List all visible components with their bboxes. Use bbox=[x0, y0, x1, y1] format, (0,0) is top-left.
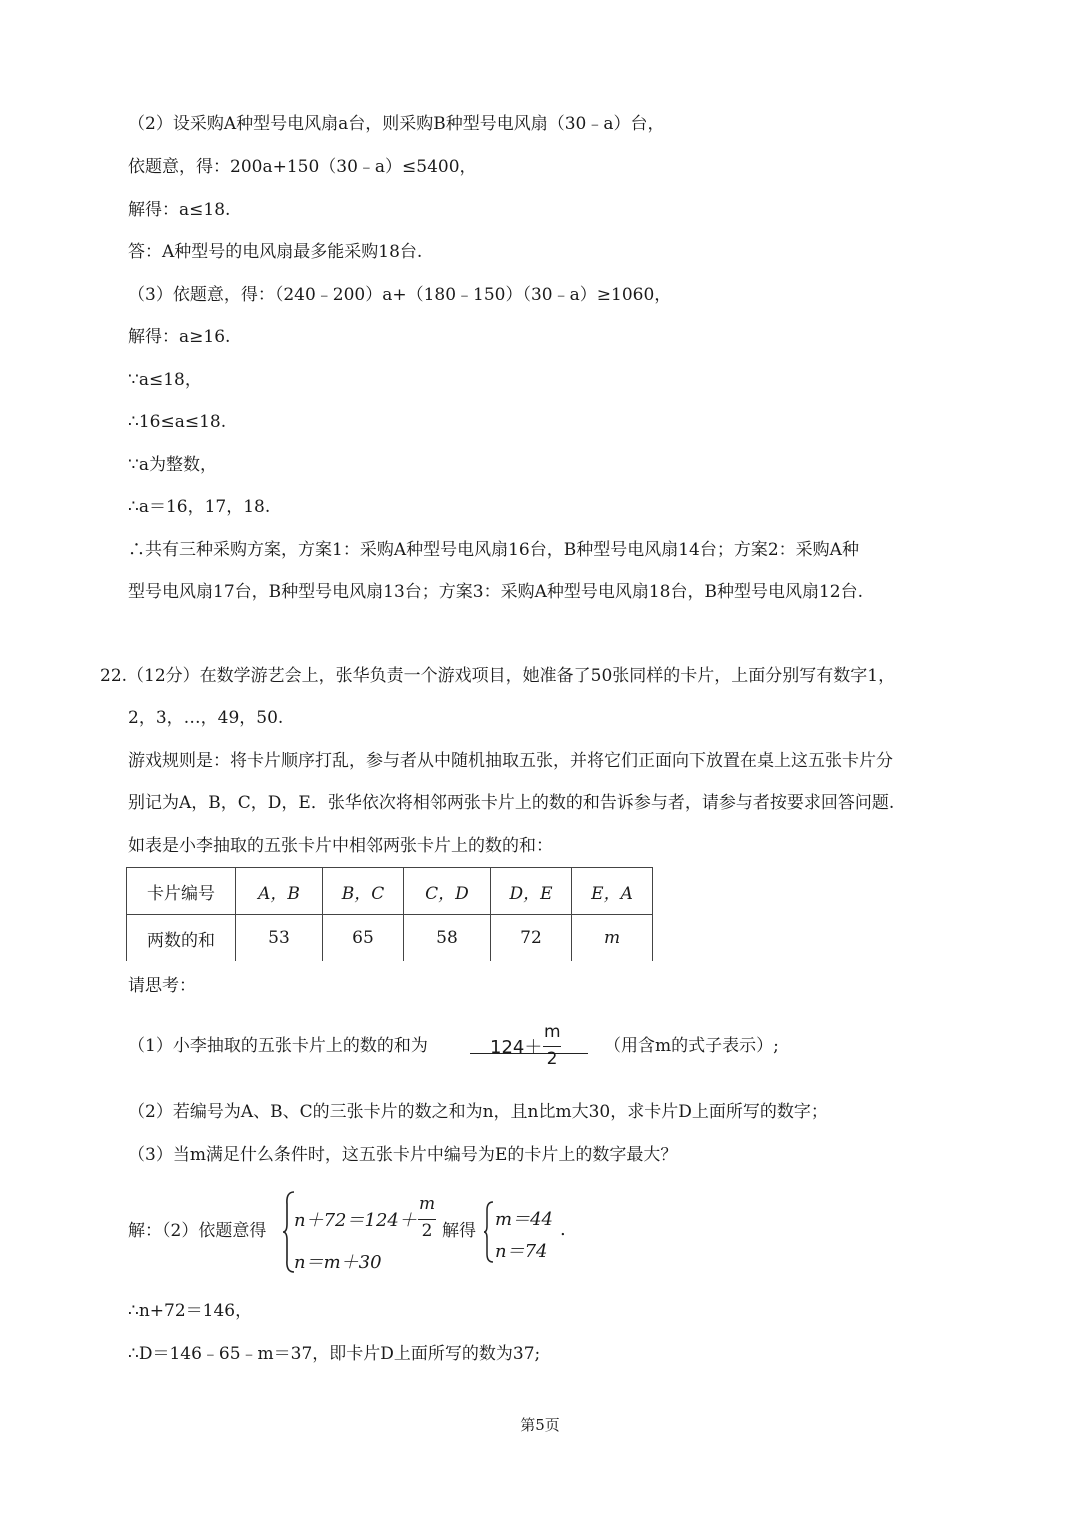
text-line: ∵a≤18， bbox=[128, 370, 202, 390]
card-sum-table bbox=[126, 867, 653, 961]
text-line: 别记为A，B，C，D，E．张华依次将相邻两张卡片上的数的和告诉参与者，请参与者按要求回答问题. bbox=[128, 793, 895, 813]
text-line: 依题意，得：200a+150（30﹣a）≤5400， bbox=[128, 157, 477, 177]
table-header-row bbox=[127, 868, 653, 915]
table-cell: m bbox=[572, 915, 653, 962]
text-line: 如表是小李抽取的五张卡片中相邻两张卡片上的数的和： bbox=[128, 836, 553, 856]
result-1: m＝44 bbox=[495, 1209, 553, 1230]
question-title: 22.（12分）在数学游艺会上，张华负责一个游戏项目，她准备了50张同样的卡片，上面分别写有数字1， bbox=[100, 666, 896, 686]
sub-question-3: （3）当m满足什么条件时，这五张卡片中编号为E的卡片上的数字最大？ bbox=[128, 1145, 678, 1165]
equation-1-denominator: 2 bbox=[421, 1221, 433, 1241]
fraction-bar bbox=[418, 1219, 436, 1220]
answer-expression bbox=[490, 1022, 580, 1072]
period: . bbox=[560, 1219, 566, 1240]
table-cell: 72 bbox=[491, 915, 572, 962]
table-cell: 两数的和 bbox=[127, 915, 236, 962]
left-brace bbox=[483, 1200, 495, 1264]
text-line: （2）设采购A种型号电风扇a台，则采购B种型号电风扇（30﹣a）台， bbox=[128, 114, 665, 134]
text-line: 2，3，…，49，50. bbox=[128, 708, 284, 728]
table-cell: A，B bbox=[236, 868, 323, 915]
table-cell: C，D bbox=[404, 868, 491, 915]
table-cell: E，A bbox=[572, 868, 653, 915]
text-line: 请思考： bbox=[128, 976, 196, 996]
text-line: ∴D＝146﹣65﹣m＝37，即卡片D上面所写的数为37; bbox=[128, 1344, 541, 1364]
answer-denominator: 2 bbox=[546, 1049, 558, 1069]
text-line: 解得 bbox=[442, 1221, 476, 1241]
text-line: （用含m的式子表示）; bbox=[604, 1036, 779, 1056]
table-cell: 58 bbox=[404, 915, 491, 962]
text-line: ∴共有三种采购方案，方案1：采购A种型号电风扇16台，B种型号电风扇14台；方案2：采购A种 bbox=[128, 540, 859, 560]
result-2: n＝74 bbox=[495, 1241, 548, 1262]
table-cell: D，E bbox=[491, 868, 572, 915]
text-line: （3）依题意，得：（240﹣200）a+（180﹣150）（30﹣a）≥1060， bbox=[128, 285, 672, 305]
text-line: 游戏规则是：将卡片顺序打乱，参与者从中随机抽取五张，并将它们正面向下放置在桌上这五张卡片分 bbox=[128, 751, 893, 771]
sub-question-2: （2）若编号为A、B、C的三张卡片的数之和为n，且n比m大30，求卡片D上面所写的数字； bbox=[128, 1102, 828, 1122]
page-number: 第5页 bbox=[520, 1416, 560, 1434]
equation-2: n＝m＋30 bbox=[294, 1252, 382, 1273]
equation-1-numerator: m bbox=[418, 1194, 436, 1214]
sub-question-1: （1）小李抽取的五张卡片上的数的和为 bbox=[128, 1036, 428, 1056]
text-line: 答：A种型号的电风扇最多能采购18台. bbox=[128, 242, 423, 262]
table-cell: 53 bbox=[236, 915, 323, 962]
text-line: ∴n+72＝146， bbox=[128, 1301, 253, 1321]
table-cell: 卡片编号 bbox=[127, 868, 236, 915]
text-line: ∴16≤a≤18. bbox=[128, 412, 227, 432]
table-cell: 65 bbox=[323, 915, 404, 962]
answer-numerator: m bbox=[544, 1022, 561, 1042]
answer-lhs: 124＋ bbox=[490, 1037, 543, 1058]
table-cell: B，C bbox=[323, 868, 404, 915]
text-line: ∵a为整数， bbox=[128, 455, 217, 475]
table-row bbox=[127, 915, 653, 962]
equation-1-lhs: n＋72＝124＋ bbox=[294, 1210, 417, 1231]
fraction-bar bbox=[543, 1046, 561, 1047]
solution-prefix: 解：（2）依题意得 bbox=[128, 1221, 267, 1241]
text-line: 型号电风扇17台，B种型号电风扇13台；方案3：采购A种型号电风扇18台，B种型号电风扇12台. bbox=[128, 582, 864, 602]
text-line: ∴a＝16，17，18. bbox=[128, 497, 271, 517]
text-line: 解得：a≤18. bbox=[128, 200, 231, 220]
text-line: 解得：a≥16. bbox=[128, 327, 231, 347]
